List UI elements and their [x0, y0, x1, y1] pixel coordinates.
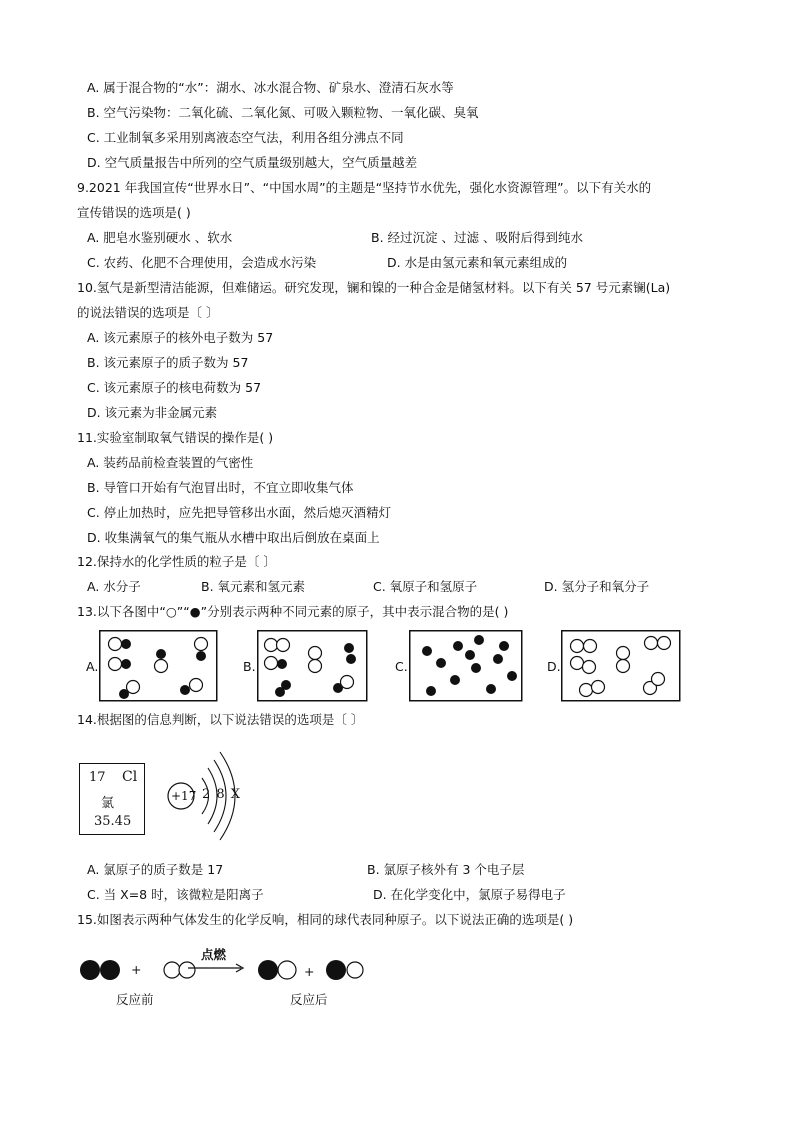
q13-diagram-d — [561, 630, 681, 702]
q14-option-b: B. 氯原子核外有 3 个电子层 — [367, 862, 525, 877]
q14-option-c: C. 当 X=8 时，该微粒是阳离子 — [87, 887, 264, 902]
q9-option-b: B. 经过沉淀 、过滤 、吸附后得到纯水 — [371, 230, 583, 245]
q14-stem: 14.根据图的信息判断，以下说法错误的选项是〔 〕 — [77, 712, 364, 727]
q15-stem: 15.如图表示两种气体发生的化学反响，相同的球代表同种原子。以下说法正确的选项是( ) — [77, 912, 574, 927]
q8-option-d: D. 空气质量报告中所列的空气质量级别越大，空气质量越差 — [87, 155, 418, 170]
atomic-mass: 35.45 — [94, 814, 132, 829]
atomic-number: 17 — [89, 770, 106, 785]
q9-option-c: C. 农药、化肥不合理使用，会造成水污染 — [87, 255, 317, 270]
q8-option-a: A. 属于混合物的“水”：湖水、冰水混合物、矿泉水、澄清石灰水等 — [87, 80, 454, 95]
plus-sign-before: + — [131, 962, 142, 977]
q13-label-b: B. — [243, 659, 256, 674]
element-symbol: Cl — [122, 769, 138, 785]
q10-stem-line1: 10.氢气是新型清洁能源，但难储运。研究发现，镧和镍的一种合金是储氢材料。以下有关 57 号元素镧(La) — [77, 280, 671, 295]
plus-sign-after: + — [304, 964, 315, 979]
q13-diagram-a — [99, 630, 218, 702]
q8-option-c: C. 工业制氧多采用别离液态空气法，利用各组分沸点不同 — [87, 130, 404, 145]
nucleus-charge: +17 — [171, 789, 197, 803]
element-cell-chlorine — [79, 763, 145, 835]
q10-option-d: D. 该元素为非金属元素 — [87, 405, 218, 420]
q13-diagram-c — [409, 630, 523, 702]
q8-option-b: B. 空气污染物：二氧化硫、二氧化氮、可吸入颗粒物、一氧化碳、臭氧 — [87, 105, 479, 120]
q13-label-d: D. — [547, 659, 561, 674]
q11-option-a: A. 装药品前检查装置的气密性 — [87, 455, 254, 470]
electron-shells: 2 8 X — [202, 787, 242, 802]
q10-stem-line2: 的说法错误的选项是〔 〕 — [77, 305, 219, 320]
q11-stem: 11.实验室制取氧气错误的操作是( ) — [77, 430, 274, 445]
label-before-reaction: 反应前 — [116, 992, 154, 1007]
q9-stem-line1: 9.2021 年我国宣传“世界水日”、“中国水周”的主题是“坚持节水优先，强化水资源管理”。以下有关水的 — [77, 180, 652, 195]
q10-option-b: B. 该元素原子的质子数为 57 — [87, 355, 249, 370]
q9-stem-line2: 宣传错误的选项是( ) — [77, 205, 191, 220]
q14-option-d: D. 在化学变化中，氯原子易得电子 — [373, 887, 566, 902]
element-name: 氯 — [101, 796, 115, 811]
q14-option-a: A. 氯原子的质子数是 17 — [87, 862, 224, 877]
q13-stem: 13.以下各图中“○”“●”分别表示两种不同元素的原子，其中表示混合物的是( ) — [77, 604, 509, 619]
q11-option-b: B. 导管口开始有气泡冒出时，不宜立即收集气体 — [87, 480, 354, 495]
q10-option-c: C. 该元素原子的核电荷数为 57 — [87, 380, 262, 395]
q13-label-c: C. — [395, 659, 408, 674]
q12-stem: 12.保持水的化学性质的粒子是〔 〕 — [77, 554, 276, 569]
q9-option-d: D. 水是由氢元素和氧元素组成的 — [387, 255, 568, 270]
q9-option-a: A. 肥皂水鉴别硬水 、软水 — [87, 230, 233, 245]
q13-diagram-b — [257, 630, 368, 702]
reaction-arrow — [187, 963, 245, 973]
q12-option-a: A. 水分子 — [87, 579, 141, 594]
q12-option-d: D. 氢分子和氧分子 — [544, 579, 650, 594]
q10-option-a: A. 该元素原子的核外电子数为 57 — [87, 330, 274, 345]
q12-option-c: C. 氧原子和氢原子 — [373, 579, 478, 594]
q11-option-d: D. 收集满氧气的集气瓶从水槽中取出后倒放在桌面上 — [87, 530, 380, 545]
q12-option-b: B. 氧元素和氢元素 — [201, 579, 306, 594]
q13-label-a: A. — [86, 659, 99, 674]
reaction-condition: 点燃 — [201, 947, 227, 962]
q11-option-c: C. 停止加热时，应先把导管移出水面，然后熄灭酒精灯 — [87, 505, 392, 520]
label-after-reaction: 反应后 — [290, 992, 328, 1007]
